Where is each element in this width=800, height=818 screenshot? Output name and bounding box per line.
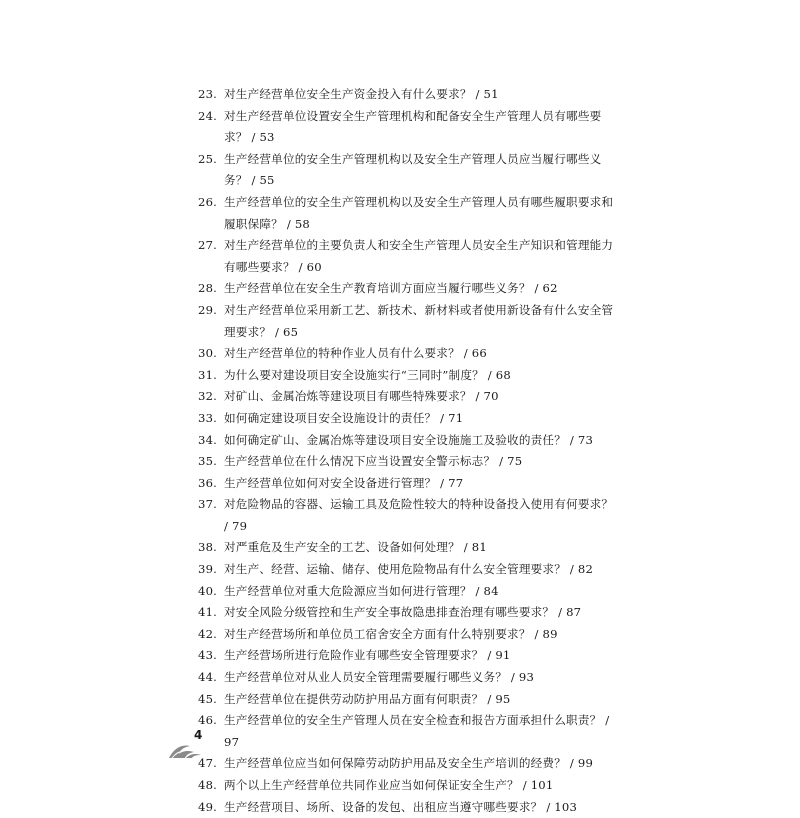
toc-entry-number: 31. <box>198 367 218 382</box>
toc-entry <box>198 408 618 430</box>
toc-entry-number: 42. <box>198 626 218 641</box>
toc-entry-title: 为什么要对建设项目安全设施实行“三同时”制度？ / 68 <box>224 367 511 382</box>
toc-entry-number: 25. <box>198 151 218 166</box>
page-footer <box>168 728 228 768</box>
toc-entry-title: 对生产经营单位采用新工艺、新技术、新材料或者使用新设备有什么安全管理要求？ / 65 <box>224 302 614 339</box>
toc-entry <box>198 235 618 278</box>
toc-entry <box>198 581 618 603</box>
toc-entry-number: 30. <box>198 346 218 361</box>
toc-entry-number: 39. <box>198 562 218 577</box>
toc-entry-number: 28. <box>198 281 218 296</box>
toc-entry-title: 生产经营单位如何对安全设备进行管理？ / 77 <box>224 475 464 490</box>
toc-entry-title: 生产经营单位在什么情况下应当设置安全警示标志？ / 75 <box>224 454 523 469</box>
toc-entry-number: 37. <box>198 497 218 512</box>
toc-entry-number: 36. <box>198 475 218 490</box>
toc-entry <box>198 473 618 495</box>
toc-entry <box>198 106 618 149</box>
toc-entry <box>198 537 618 559</box>
toc-entry-title: 对安全风险分级管控和生产安全事故隐患排查治理有哪些要求？ / 87 <box>224 605 582 620</box>
toc-entry <box>198 365 618 387</box>
toc-entry-number: 26. <box>198 194 218 209</box>
toc-entry <box>198 300 618 343</box>
toc-entry-number: 46. <box>198 713 218 728</box>
toc-entry-title: 如何确定矿山、金属冶炼等建设项目安全设施施工及验收的责任？ / 73 <box>224 432 594 447</box>
toc-entry-title: 对生产经营场所和单位员工宿舍安全方面有什么特别要求？ / 89 <box>224 626 558 641</box>
toc-entry-number: 44. <box>198 670 218 685</box>
toc-entry-title: 对严重危及生产安全的工艺、设备如何处理？ / 81 <box>224 540 487 555</box>
toc-entry-title: 对生产经营单位设置安全生产管理机构和配备安全生产管理人员有哪些要求？ / 53 <box>224 108 602 145</box>
toc-entry-number: 38. <box>198 540 218 555</box>
toc-entry-title: 生产经营单位的安全生产管理机构以及安全生产管理人员应当履行哪些义务？ / 55 <box>224 151 602 188</box>
toc-entry <box>198 430 618 452</box>
toc-entry <box>198 192 618 235</box>
toc-entry-title: 对危险物品的容器、运输工具及危险性较大的特种设备投入使用有何要求？ / 79 <box>224 497 614 533</box>
toc-entry-title: 对生产、经营、运输、储存、使用危险物品有什么安全管理要求？ / 82 <box>224 562 594 577</box>
toc-entry-number: 24. <box>198 108 218 123</box>
toc-entry <box>198 645 618 667</box>
toc-entry-title: 生产经营单位的安全生产管理人员在安全检查和报告方面承担什么职责？ / 97 <box>224 713 610 749</box>
toc-entry-number: 45. <box>198 691 218 706</box>
toc-entry-number: 34. <box>198 432 218 447</box>
toc-entry-number: 49. <box>198 799 218 814</box>
toc-entry <box>198 451 618 473</box>
toc-entry-title: 如何确定建设项目安全设施设计的责任？ / 71 <box>224 410 464 425</box>
toc-entry-number: 48. <box>198 778 218 792</box>
toc-entry-number: 35. <box>198 454 218 469</box>
toc-entry-number: 47. <box>198 756 218 771</box>
toc-entry-title: 生产经营单位应当如何保障劳动防护用品及安全生产培训的经费？ / 99 <box>224 756 594 771</box>
toc-entry-title: 对矿山、金属冶炼等建设项目有哪些特殊要求？ / 70 <box>224 389 499 404</box>
toc-entry-number: 41. <box>198 605 218 620</box>
toc-entry <box>198 278 618 300</box>
toc-entry-number: 29. <box>198 302 218 317</box>
toc-entry <box>198 559 618 581</box>
toc-entry-number: 32. <box>198 389 218 404</box>
toc-entry <box>198 689 618 711</box>
toc-entry <box>198 667 618 689</box>
toc-entry-number: 23. <box>198 87 218 101</box>
toc-entry <box>198 602 618 624</box>
toc-entry-title: 生产经营单位的安全生产管理机构以及安全生产管理人员有哪些履职要求和履职保障？ / 58 <box>224 194 614 231</box>
toc-entry <box>198 775 618 797</box>
toc-entry <box>198 494 618 537</box>
toc-entry-title: 生产经营单位对重大危险源应当如何进行管理？ / 84 <box>224 583 499 598</box>
toc-entry-title: 生产经营单位在安全生产教育培训方面应当履行哪些义务？ / 62 <box>224 281 558 296</box>
toc-entry <box>198 386 618 408</box>
toc-entry-number: 27. <box>198 238 218 253</box>
toc-entry-title: 对生产经营单位的特种作业人员有什么要求？ / 66 <box>224 346 487 361</box>
toc-entry-title: 生产经营项目、场所、设备的发包、出租应当遵守哪些要求？ / 103 <box>224 799 578 814</box>
toc-entry <box>198 343 618 365</box>
page-number: 4 <box>194 728 203 742</box>
toc-entry <box>198 149 618 192</box>
toc-entry <box>198 753 618 775</box>
toc-entry-title: 生产经营单位在提供劳动防护用品方面有何职责？ / 95 <box>224 691 511 706</box>
toc-entry-title: 对生产经营单位安全生产资金投入有什么要求？ / 51 <box>224 87 499 101</box>
toc-entry-number: 43. <box>198 648 218 663</box>
toc-entry <box>198 710 618 753</box>
toc-entry-title: 生产经营场所进行危险作业有哪些安全管理要求？ / 91 <box>224 648 511 663</box>
toc-entry-title: 两个以上生产经营单位共同作业应当如何保证安全生产？ / 101 <box>224 778 554 792</box>
toc-entry <box>198 84 618 106</box>
toc-entry-number: 33. <box>198 410 218 425</box>
wave-ornament-icon <box>168 740 202 760</box>
toc-entry-number: 40. <box>198 583 218 598</box>
toc-entry-title: 对生产经营单位的主要负责人和安全生产管理人员安全生产知识和管理能力有哪些要求？ / 60 <box>224 238 614 274</box>
toc-entry-title: 生产经营单位对从业人员安全管理需要履行哪些义务？ / 93 <box>224 670 535 685</box>
toc-entry <box>198 624 618 646</box>
table-of-contents <box>198 84 618 818</box>
